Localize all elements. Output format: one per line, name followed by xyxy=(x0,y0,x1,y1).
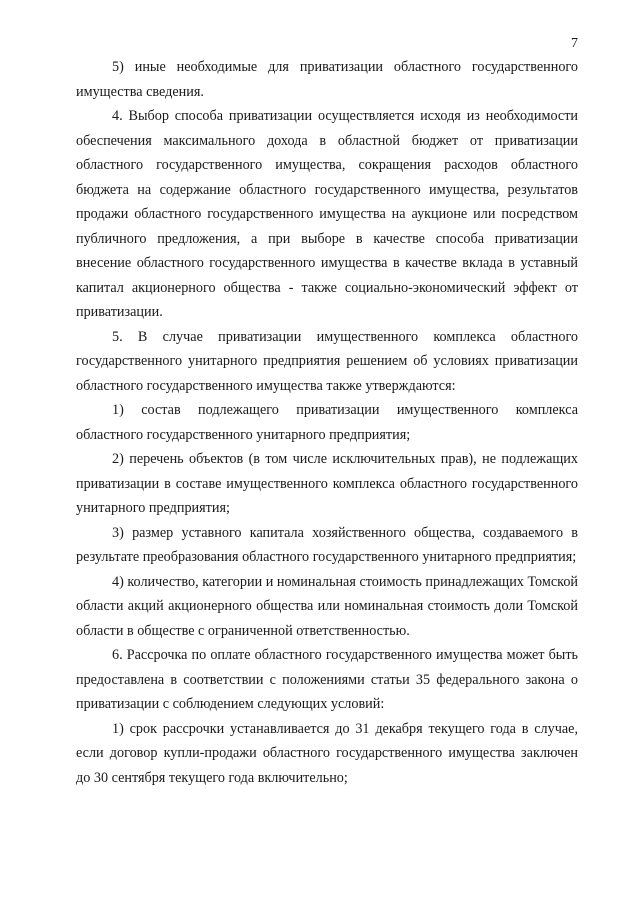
paragraph-section-5: 5. В случае приватизации имущественного комплекса областного государственного унитарного предприятия решением об условиях приватизации областного государственного имущества также утверждаются: xyxy=(76,328,578,394)
paragraph-item-5-details: 5) иные необходимые для приватизации областного государственного имущества сведения. xyxy=(76,59,578,100)
paragraph-section-5-item-4: 4) количество, категории и номинальная стоимость принадлежащих Томской области акций акционерного общества или номинальная стоимость доли Томской области в обществе с ограниченной ответственностью. xyxy=(76,573,578,639)
paragraph-section-6: 6. Рассрочка по оплате областного государственного имущества может быть предоставлена в соответствии с положениями статьи 35 федерального закона о приватизации с соблюдением следующих условий: xyxy=(76,647,578,712)
paragraph-section-5-item-3: 3) размер уставного капитала хозяйственного общества, создаваемого в результате преобразования областного государственного унитарного предприятия; xyxy=(76,524,578,565)
paragraph-section-6-item-1: 1) срок рассрочки устанавливается до 31 декабря текущего года в случае, если договор купли-продажи областного государственного имущества заключен до 30 сентября текущего года включительно; xyxy=(76,720,578,786)
page-number: 7 xyxy=(571,36,578,51)
paragraph-section-5-item-2: 2) перечень объектов (в том числе исключительных прав), не подлежащих приватизации в составе имущественного комплекса областного государственного унитарного предприятия; xyxy=(76,451,578,516)
document-body xyxy=(76,55,578,790)
paragraph-section-4: 4. Выбор способа приватизации осуществляется исходя из необходимости обеспечения максимального дохода в областной бюджет от приватизации областного государственного имущества, сокращения расходов областного бюджета на содержание областного государственного имущества, результатов продажи областного государственного имущества на аукционе или посредством публичного предложения, а при выборе в качестве способа приватизации внесение областного государственного имущества в качестве вклада в уставный капитал акционерного общества - также социально-экономический эффект от приватизации. xyxy=(76,108,578,320)
paragraph-section-5-item-1: 1) состав подлежащего приватизации имущественного комплекса областного государственного унитарного предприятия; xyxy=(76,402,578,443)
